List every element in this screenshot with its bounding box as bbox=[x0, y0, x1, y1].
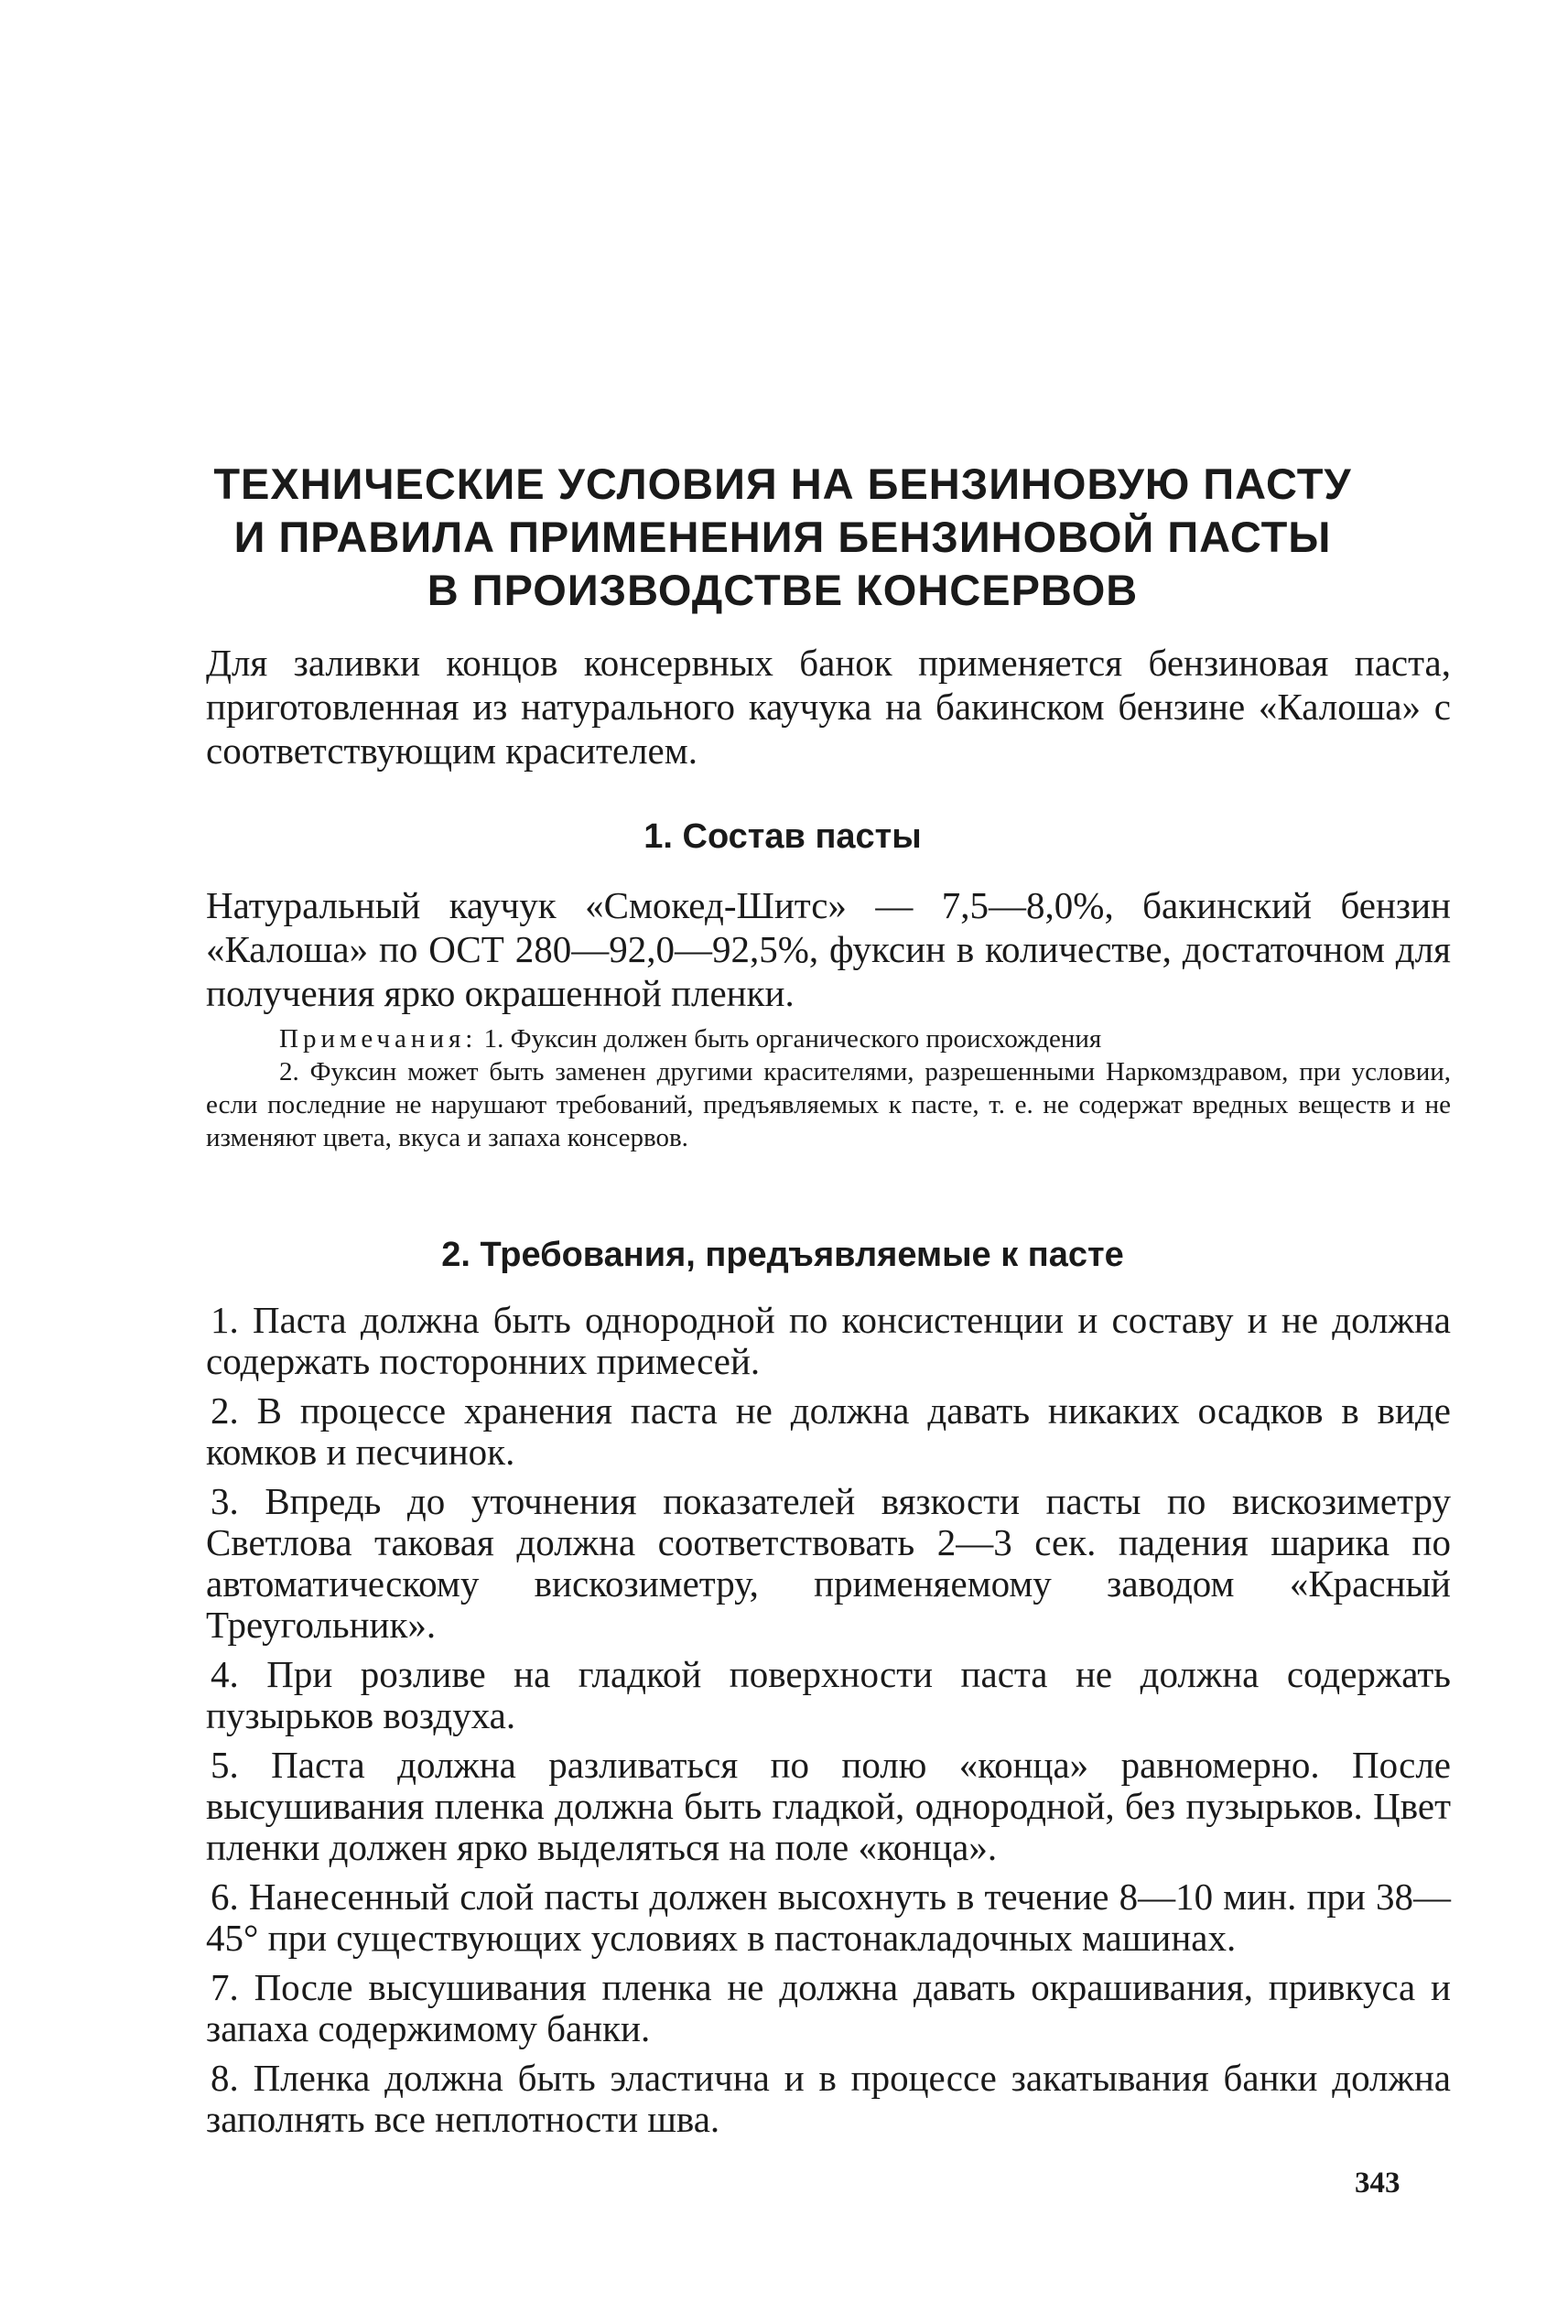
page-number: 343 bbox=[1355, 2167, 1400, 2200]
intro-text: Для заливки концов консервных банок применяется бензиновая паста, приготовленная из натурального каучука на бакинском бензине «Калоша» с соответствующим красителем. bbox=[206, 642, 1451, 772]
title-line-2: И ПРАВИЛА ПРИМЕНЕНИЯ БЕНЗИНОВОЙ ПАСТЫ bbox=[233, 513, 1332, 561]
requirement-item: 7. После высушивания пленка не должна давать окрашивания, привкуса и запаха содержимому банки. bbox=[206, 1966, 1451, 2049]
requirement-item: 3. Впредь до уточнения показателей вязкости пасты по вискозиметру Светлова таковая должна соответствовать 2—3 сек. падения шарика по автоматическому вискозиметру, применяемому заводом «Красный Треугольник». bbox=[206, 1480, 1451, 1646]
note-1 bbox=[206, 1022, 1451, 1055]
composition-text: Натуральный каучук «Смокед-Шитс» — 7,5—8,0%, бакинский бензин «Калоша» по ОСТ 280—92,0—92,5%, фуксин в количестве, достаточном для получения ярко окрашенной пленки. bbox=[206, 884, 1451, 1014]
requirement-item: 2. В процессе хранения паста не должна давать никаких осадков в виде комков и песчинок. bbox=[206, 1389, 1451, 1473]
note-2: 2. Фуксин может быть заменен другими красителями, разрешенными Наркомздравом, при условии, если последние не нарушают требований, предъявляемых к пасте, т. е. не содержат вредных веществ и не изменяют цвета, вкуса и запаха консервов. bbox=[206, 1057, 1451, 1152]
requirement-item: 5. Паста должна разливаться по полю «конца» равномерно. После высушивания пленка должна быть гладкой, однородной, без пузырьков. Цвет пленки должен ярко выделяться на поле «конца». bbox=[206, 1744, 1451, 1868]
title-line-3: В ПРОИЗВОДСТВЕ КОНСЕРВОВ bbox=[427, 566, 1139, 614]
title-line-1: ТЕХНИЧЕСКИЕ УСЛОВИЯ НА БЕНЗИНОВУЮ ПАСТУ bbox=[213, 459, 1352, 508]
requirements-list bbox=[206, 1300, 1451, 2148]
requirement-item: 1. Паста должна быть однородной по консистенции и составу и не должна содержать посторонних примесей. bbox=[206, 1299, 1451, 1382]
document-title bbox=[183, 458, 1382, 617]
notes-block bbox=[206, 1022, 1451, 1154]
requirement-item: 4. При розливе на гладкой поверхности паста не должна содержать пузырьков воздуха. bbox=[206, 1653, 1451, 1736]
requirement-item: 6. Нанесенный слой пасты должен высохнуть в течение 8—10 мин. при 38—45° при существующих условиях в пастонакладочных машинах. bbox=[206, 1875, 1451, 1959]
section-2-heading: 2. Требования, предъявляемые к пасте bbox=[441, 1236, 1124, 1274]
note-1-text: 1. Фуксин должен быть органического происхождения bbox=[483, 1024, 1102, 1054]
intro-paragraph bbox=[206, 641, 1451, 773]
notes-label: Примечания: bbox=[279, 1024, 478, 1054]
section-1-heading: 1. Состав пасты bbox=[643, 817, 922, 856]
requirement-item: 8. Пленка должна быть эластична и в процессе закатывания банки должна заполнять все неплотности шва. bbox=[206, 2057, 1451, 2140]
composition-paragraph bbox=[206, 883, 1451, 1015]
